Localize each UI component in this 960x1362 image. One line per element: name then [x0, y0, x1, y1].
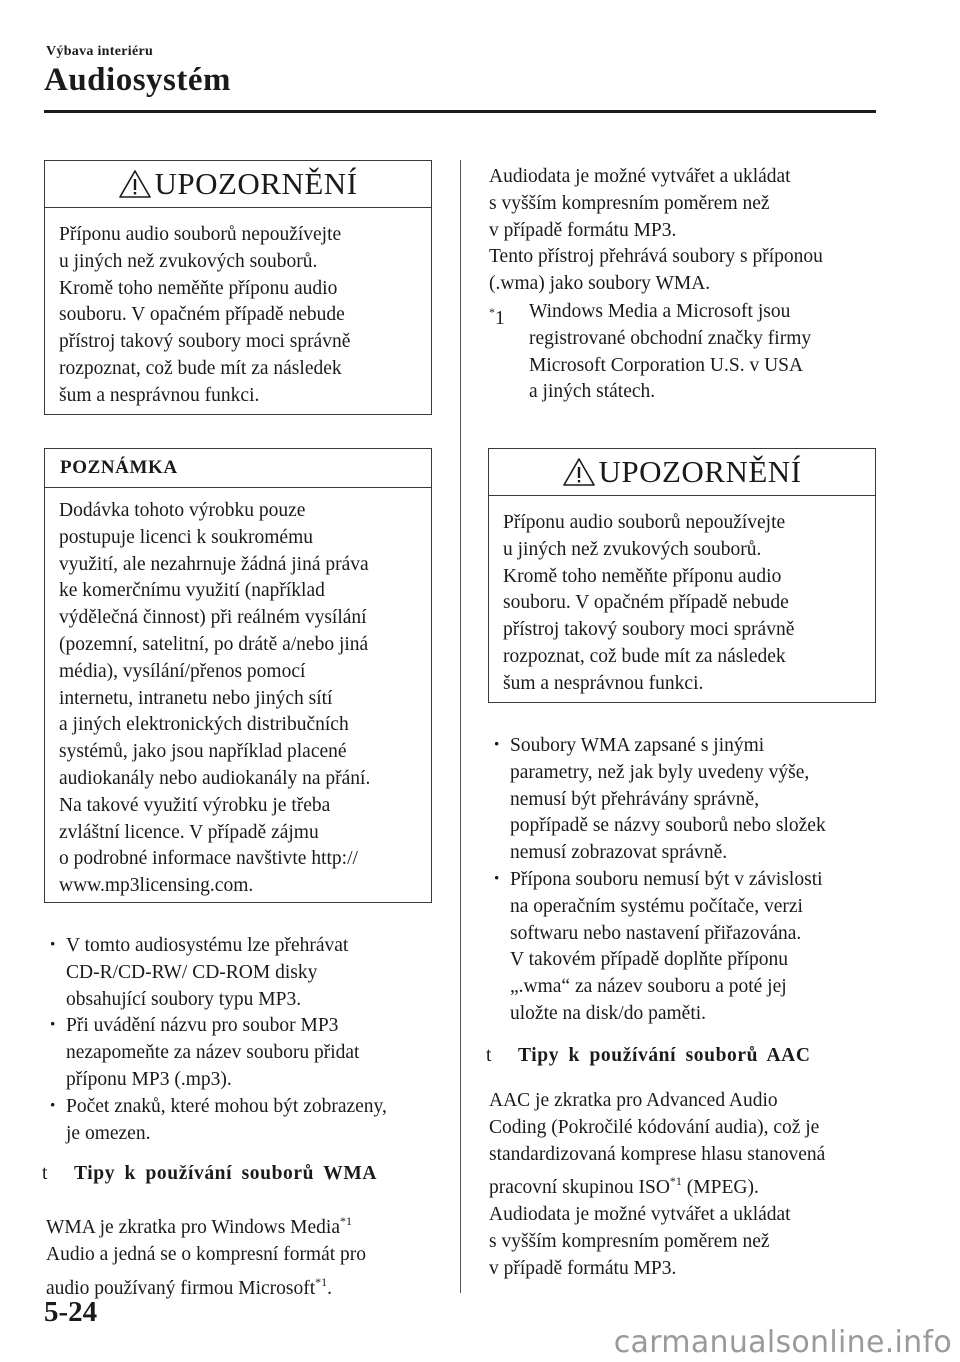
text-line: v případě formátu MP3. [489, 1257, 677, 1279]
text-line: šum a nesprávnou funkci. [59, 384, 260, 406]
caution-box-right [488, 448, 876, 703]
text-line: CD-R/CD-RW/ CD-ROM disky [66, 961, 318, 983]
wma-heading [42, 1163, 377, 1185]
text-line: média), vysílání/přenos pomocí [59, 660, 306, 682]
heading-text: Tipy k používání souborů WMA [74, 1163, 378, 1184]
text-line: (pozemní, satelitní, po drátě a/nebo jiná [59, 633, 369, 655]
text-line: využití, ale nezahrnuje žádná jiná práva [59, 553, 369, 575]
text-line: postupuje licenci k soukromému [59, 526, 313, 548]
text-line: obsahující soubory typu MP3. [66, 988, 302, 1010]
text-line: Audiodata je možné vytvářet a ukládat [489, 166, 791, 187]
text-line: zvláštní licence. V případě zájmu [59, 821, 319, 843]
text-line: o podrobné informace navštivte http:// [59, 848, 358, 870]
text-line: internetu, intranetu nebo jiných sítí [59, 687, 333, 709]
aac-heading [486, 1045, 811, 1067]
text-line: rozpoznat, což bude mít za následek [59, 357, 342, 379]
text-line: Příponu audio souborů nepoužívejte [503, 512, 786, 533]
caution-header [489, 449, 875, 496]
caution-title: UPOZORNĚNÍ [154, 166, 358, 201]
heading-marker: t [42, 1163, 49, 1184]
footnote-ref: *1 [669, 1174, 682, 1189]
title-divider [44, 110, 876, 113]
page-title: Audiosystém [44, 62, 232, 98]
text-line: „.wma“ za název souboru a poté jej [510, 976, 787, 998]
watermark: carmanualsonline.info [613, 1325, 952, 1360]
text-line: standardizovaná komprese hlasu stanovená [489, 1143, 826, 1165]
text-line: systémů, jako jsou například placené [59, 741, 347, 763]
text-line: příponu MP3 (.mp3). [66, 1068, 232, 1090]
text-line: na operačním systému počítače, verzi [510, 895, 803, 917]
text-line: s vyšším kompresním poměrem než [489, 192, 770, 214]
text-line: je omezen. [66, 1122, 151, 1144]
text-line: ke komerčnímu využití (například [59, 580, 325, 602]
footnote-ref: *1 [315, 1274, 328, 1289]
text-line: a jiných státech. [529, 381, 656, 403]
text-line: a jiných elektronických distribučních [59, 714, 349, 736]
text-line: Microsoft Corporation U.S. v USA [529, 354, 804, 376]
text-line: nemusí zobrazovat správně. [510, 842, 728, 864]
text-line: souboru. V opačném případě nebude [503, 592, 789, 614]
text-line: · Přípona souboru nemusí být v závislosti [510, 868, 823, 890]
list-item [490, 867, 890, 1028]
list-item [46, 1094, 446, 1148]
text-line: Windows Media a Microsoft jsou [529, 301, 791, 322]
text-line: Na takové využití výrobku je třeba [59, 794, 331, 816]
bullet-list-left [46, 933, 446, 1147]
text-line: přístroj takový soubory moci správně [503, 619, 795, 641]
text-line: výdělečná činnost) při reálném vysílání [59, 607, 367, 629]
caution-header [45, 161, 431, 208]
text-line: souboru. V opačném případě nebude [59, 304, 345, 326]
text-line: nemusí být přehrávány správně, [510, 788, 760, 810]
text-line: přístroj takový soubory moci správně [59, 331, 351, 353]
text-line: Coding (Pokročilé kódování audia), což je [489, 1116, 820, 1138]
text-line: popřípadě se názvy souborů nebo složek [510, 815, 826, 837]
text-line: Kromě toho neměňte příponu audio [503, 565, 782, 587]
text-line: · Počet znaků, které mohou být zobrazeny, [66, 1095, 387, 1117]
note-title: POZNÁMKA [60, 457, 178, 478]
text-line: u jiných než zvukových souborů. [503, 538, 762, 560]
text-line: V takovém případě doplňte příponu [510, 949, 788, 971]
text-line: softwaru nebo nastavení přiřazována. [510, 922, 802, 944]
list-item [46, 933, 446, 1013]
text-line: rozpoznat, což bude mít za následek [503, 645, 786, 667]
warning-icon [118, 169, 152, 199]
bullet-list-right [490, 733, 890, 1028]
text-line: registrované obchodní značky firmy [529, 327, 812, 349]
text-line: nezapomeňte za název souboru přidat [66, 1042, 360, 1064]
list-item [46, 1013, 446, 1093]
note-box [44, 448, 432, 903]
caution-text [45, 208, 431, 420]
note-text [45, 488, 431, 910]
aac-paragraph: AAC je zkratka pro Advanced Audio Coding (Pokročilé kódování audia), což je standardizovaná komprese hlasu stanovená pracovní skupinou ISO$^{*1}$ (MPEG). Audiodata je možné vytvářet a ukládat s vyšším kompresním poměrem než v případě formátu MP3. [489, 1088, 889, 1283]
footnote-mark: *1 [489, 305, 505, 329]
text-line: Kromě toho neměňte příponu audio [59, 277, 338, 299]
text-line: Audio a jedná se o kompresní formát pro [46, 1243, 367, 1265]
footnote [489, 299, 889, 406]
text-line: Příponu audio souborů nepoužívejte [59, 224, 342, 245]
footnote-ref: *1 [340, 1214, 352, 1228]
warning-icon [562, 457, 596, 487]
note-header [45, 449, 431, 488]
caution-box-left [44, 160, 432, 415]
section-label: Výbava interiéru [46, 44, 154, 59]
text-line: WMA je zkratka pro Windows Media [46, 1217, 340, 1238]
text-line: u jiných než zvukových souborů. [59, 250, 318, 272]
text-line: šum a nesprávnou funkci. [503, 672, 704, 694]
text-line: (.wma) jako soubory WMA. [489, 273, 711, 295]
column-divider [460, 160, 461, 1293]
text-line: www.mp3licensing.com. [59, 875, 254, 897]
list-item [490, 733, 890, 867]
wma-intro-paragraph [489, 164, 889, 298]
text-line: audio používaný firmou Microsoft [46, 1277, 316, 1299]
text-line: pracovní skupinou ISO [489, 1177, 670, 1199]
text-line: s vyšším kompresním poměrem než [489, 1230, 770, 1252]
text-line: v případě formátu MP3. [489, 219, 677, 241]
text-line: Tento přístroj přehrává soubory s příponou [489, 246, 823, 268]
heading-marker: t [486, 1045, 493, 1066]
text-line: Audiodata je možné vytvářet a ukládat [489, 1204, 791, 1226]
caution-text [489, 496, 875, 708]
heading-text: Tipy k používání souborů AAC [518, 1045, 811, 1066]
text-line: · V tomto audiosystému lze přehrávat [66, 935, 349, 956]
caution-title: UPOZORNĚNÍ [598, 454, 802, 489]
text-line: audiokanály nebo audiokanály na přání. [59, 767, 371, 789]
text-line: AAC je zkratka pro Advanced Audio [489, 1090, 778, 1111]
text-line: · Soubory WMA zapsané s jinými [510, 735, 765, 756]
text-line: Dodávka tohoto výrobku pouze [59, 500, 306, 521]
text-line: parametry, než jak byly uvedeny výše, [510, 761, 810, 783]
wma-paragraph: WMA je zkratka pro Windows Media$^{*1}$ Audio a jedná se o kompresní formát pro audio používaný firmou Microsoft$^{*1}$. [46, 1208, 446, 1302]
page-number: 5-24 [44, 1296, 98, 1328]
text-line: · Při uvádění názvu pro soubor MP3 [66, 1015, 339, 1037]
text-line: uložte na disk/do paměti. [510, 1002, 707, 1024]
